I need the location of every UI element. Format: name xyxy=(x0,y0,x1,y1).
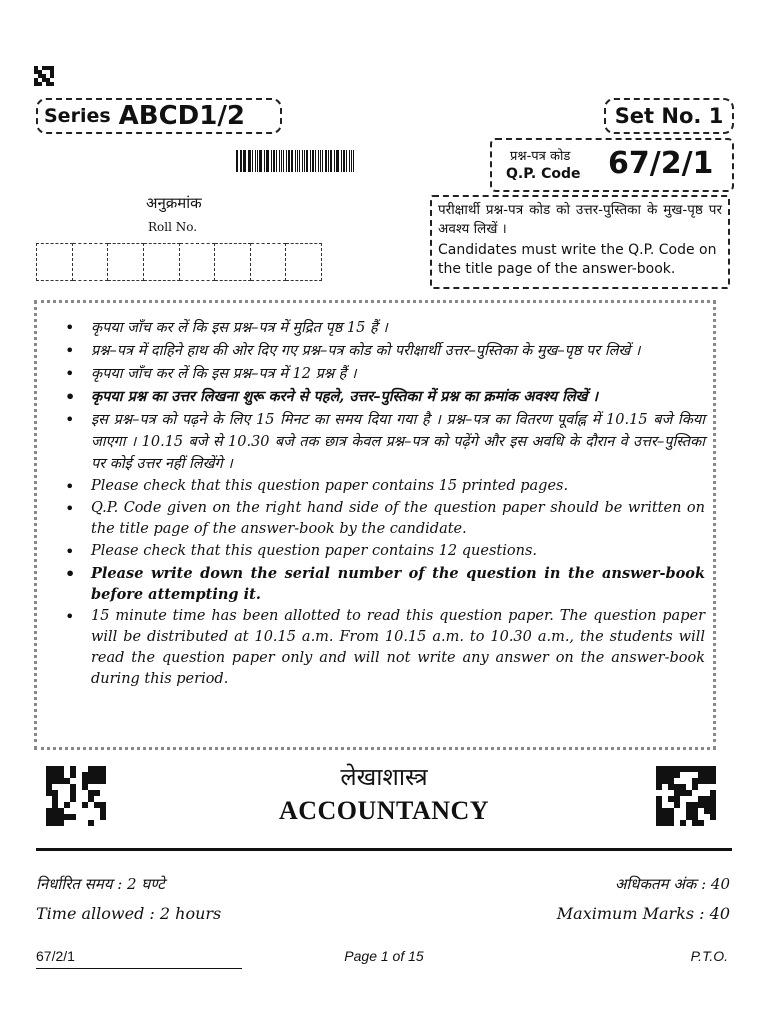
roll-number-cell[interactable] xyxy=(144,243,180,281)
series-label: Series xyxy=(44,105,111,127)
maximum-marks-hindi: अधिकतम अंक : 40 xyxy=(614,875,730,893)
roll-number-cell[interactable] xyxy=(108,243,144,281)
maximum-marks-english: Maximum Marks : 40 xyxy=(556,904,730,923)
time-allowed-hindi: निर्धारित समय : 2 घण्टे xyxy=(36,875,165,893)
candidate-note-box xyxy=(430,195,730,289)
instruction-item: • 15 minute time has been allotted to read this question paper. The question paper will be distributed at 10.15 a.m. From 10.15 a.m. to 10.30 a.m., the students will read the question paper only and will not write any answer on the answer-book during this period. xyxy=(61,606,705,690)
roll-label-english: Roll No. xyxy=(148,220,198,234)
qp-code: 67/2/1 xyxy=(608,146,714,181)
set-number: Set No. 1 xyxy=(614,104,724,128)
qp-label-english: Q.P. Code xyxy=(506,166,581,182)
candidate-note-hindi: परीक्षार्थी प्रश्न-पत्र कोड को उत्तर-पुस्तिका के मुख-पृष्ठ पर अवश्य लिखें । xyxy=(438,202,722,237)
qp-label-hindi: प्रश्न-पत्र कोड xyxy=(510,149,571,164)
instructions-box xyxy=(34,300,716,750)
subject-title-hindi: लेखाशास्त्र xyxy=(340,763,428,791)
barcode-icon xyxy=(236,150,356,172)
subject-title-english: ACCOUNTANCY xyxy=(278,796,490,825)
qp-code-box xyxy=(490,138,734,192)
roll-label-hindi: अनुक्रमांक xyxy=(146,194,202,212)
divider xyxy=(36,848,732,851)
roll-number-cell[interactable] xyxy=(36,243,73,281)
top-qr-code-icon xyxy=(34,66,54,86)
roll-number-cell[interactable] xyxy=(215,243,251,281)
instruction-item: • कृपया जाँच कर लें कि इस प्रश्न–पत्र में मुद्रित पृष्ठ 15 हैं । xyxy=(61,317,705,339)
roll-number-cell[interactable] xyxy=(251,243,287,281)
instruction-item: • प्रश्न–पत्र में दाहिने हाथ की ओर दिए गए प्रश्न–पत्र कोड को परीक्षार्थी उत्तर–पुस्तिका के मुख–पृष्ठ पर लिखें । xyxy=(61,340,705,362)
instructions-list xyxy=(61,317,705,690)
instruction-item: • Please check that this question paper contains 12 questions. xyxy=(61,541,705,562)
instruction-item: • कृपया प्रश्न का उत्तर लिखना शुरू करने से पहले, उत्तर–पुस्तिका में प्रश्न का क्रमांक अवश्य लिखें । xyxy=(61,386,705,408)
set-number-box xyxy=(604,98,734,134)
footer-page-number: Page 1 of 15 xyxy=(344,948,424,964)
roll-number-cell[interactable] xyxy=(73,243,109,281)
time-allowed-english: Time allowed : 2 hours xyxy=(36,904,222,923)
series-box xyxy=(36,98,282,134)
instruction-item: • Please check that this question paper contains 15 printed pages. xyxy=(61,476,705,497)
roll-number-boxes xyxy=(36,243,322,279)
instruction-item: • Please write down the serial number of the question in the answer-book before attempting it. xyxy=(61,563,705,605)
instruction-item: • कृपया जाँच कर लें कि इस प्रश्न–पत्र में 12 प्रश्न हैं । xyxy=(61,363,705,385)
instruction-item: • इस प्रश्न–पत्र को पढ़ने के लिए 15 मिनट का समय दिया गया है । प्रश्न–पत्र का वितरण पूर्वाह्न में 10.15 बजे किया जाएगा । 10.15 बजे से 10.30 बजे तक छात्र केवल प्रश्न–पत्र को पढ़ेंगे और इस अवधि के दौरान वे उत्तर–पुस्तिका पर कोई उत्तर नहीं लिखेंगे । xyxy=(61,409,705,475)
roll-number-cell[interactable] xyxy=(180,243,216,281)
candidate-note-english: Candidates must write the Q.P. Code on the title page of the answer-book. xyxy=(438,242,717,277)
series-code: ABCD1/2 xyxy=(118,101,245,131)
footer-pto: P.T.O. xyxy=(690,948,728,964)
instruction-item: • Q.P. Code given on the right hand side of the question paper should be written on the title page of the answer-book by the candidate. xyxy=(61,498,705,540)
roll-number-cell[interactable] xyxy=(286,243,322,281)
footer-code: 67/2/1 xyxy=(36,948,242,969)
